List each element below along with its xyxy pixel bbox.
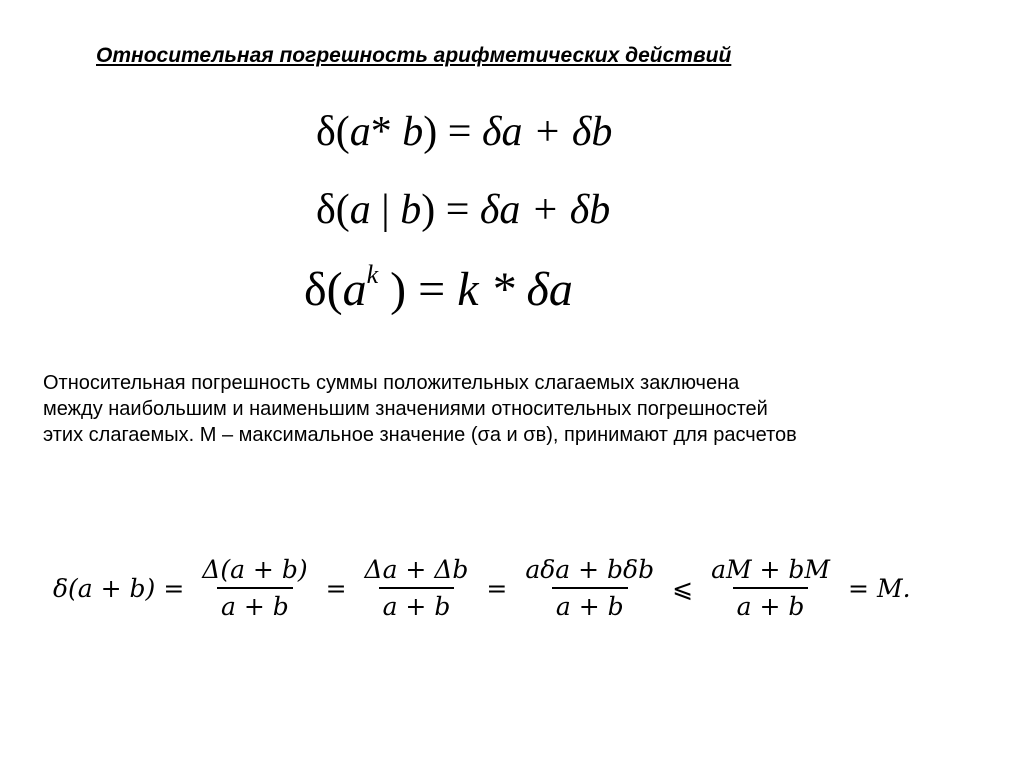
equals-sign: = [325,573,347,603]
formula-lhs-open: δ( [304,263,343,316]
formula-rhs: δa + δb [479,187,611,233]
formula-lhs-open: δ( [316,187,350,233]
var-a: a [342,263,367,316]
formula-close: ) [378,263,407,316]
divide-bar: | [370,187,401,233]
denominator: a + b [217,587,293,621]
fraction-4 [707,555,834,621]
var-a: a [349,109,371,155]
sum-lhs: δ(a + b) [53,573,156,603]
formula-product [316,108,612,156]
page-title: Относительная погрешность арифметических действий [96,44,732,67]
paragraph-line: этих слагаемых. М – максимальное значение (σа и σв), принимают для расчетов [43,424,797,446]
paragraph-line: Относительная погрешность суммы положительных слагаемых заключена [43,372,740,394]
equals-sign: = [163,573,185,603]
numerator: aδa + bδb [525,555,655,584]
var-b: b [402,109,424,155]
star-op: * [370,109,403,155]
numerator: Δa + Δb [364,555,469,584]
denominator: a + b [552,587,628,621]
formula-lhs-open: δ( [316,109,350,155]
formula-rhs: δa + δb [481,109,613,155]
equals-sign: = [848,573,869,603]
formula-close: ) [423,109,438,155]
sum-result: M. [876,573,911,603]
less-or-equal-sign: ⩽ [672,573,694,603]
numerator: Δ(a + b) [202,555,308,584]
formula-quotient [316,186,610,234]
numerator: aM + bM [711,555,831,584]
equals-sign: = [406,263,458,316]
explanation-paragraph [43,370,1018,448]
paragraph-line: между наибольшим и наименьшим значениями относительных погрешностей [43,398,768,420]
fraction-3 [521,555,658,621]
exponent-k: k [366,260,379,289]
formula-close: ) [421,187,436,233]
fraction-1 [198,555,311,621]
formula-rhs: k * δa [457,263,573,316]
equals-sign: = [437,109,482,155]
denominator: a + b [379,587,455,621]
equals-sign: = [435,187,480,233]
denominator: a + b [733,587,809,621]
sum-error-formula [53,548,911,628]
var-b: b [400,187,422,233]
fraction-2 [361,555,473,621]
formula-power [304,262,573,317]
var-a: a [349,187,371,233]
equals-sign: = [486,573,508,603]
